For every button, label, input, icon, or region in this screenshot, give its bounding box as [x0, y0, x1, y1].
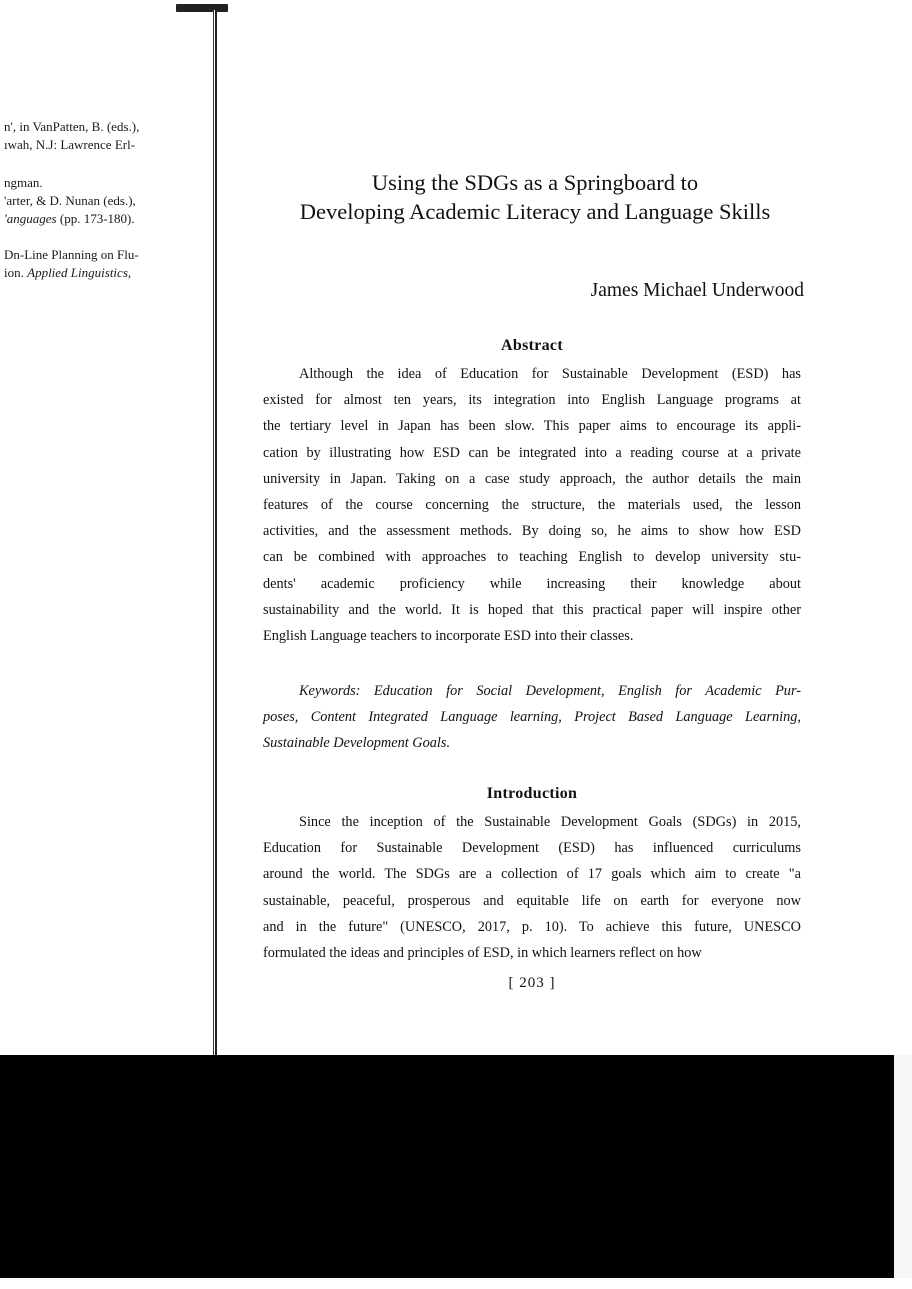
- introduction-heading: Introduction: [486, 785, 578, 802]
- scanner-border: [0, 1055, 894, 1278]
- abstract-line: sustainability and the world. It is hoped that this practical paper will inspire other: [263, 601, 801, 618]
- left-page-line: ngman.: [4, 175, 43, 190]
- introduction-line: Since the inception of the Sustainable Development Goals (SDGs) in 2015,: [299, 814, 801, 830]
- abstract-line: features of the course concerning the structure, the materials used, the lesson: [263, 497, 801, 514]
- left-page-line: n', in VanPatten, B. (eds.),: [4, 119, 140, 134]
- left-page-line: ıwah, N.J: Lawrence Erl-: [4, 137, 136, 152]
- left-page-reference-1: [4, 118, 139, 154]
- page-number: [ 203 ]: [508, 975, 556, 991]
- abstract-line: cation by illustrating how ESD can be integrated into a reading course at a private: [263, 444, 801, 461]
- abstract-line: university in Japan. Taking on a case study approach, the author details the main: [263, 470, 801, 487]
- title-line-2: Developing Academic Literacy and Language Skills: [299, 199, 771, 224]
- abstract-line: Although the idea of Education for Sustainable Development (ESD) has: [299, 366, 801, 382]
- title-line-1: Using the SDGs as a Springboard to: [371, 170, 699, 195]
- abstract-line: English Language teachers to incorporate ESD into their classes.: [263, 628, 634, 645]
- abstract-line: activities, and the assessment methods. By doing so, he aims to show how ESD: [263, 523, 801, 540]
- author-name: James Michael Underwood: [590, 280, 804, 301]
- article-title: [232, 168, 838, 226]
- scanner-border-edge: [894, 1055, 912, 1278]
- abstract-text: [263, 361, 801, 649]
- abstract-line: existed for almost ten years, its integration into English Language programs at: [263, 392, 801, 409]
- abstract-line: the tertiary level in Japan has been slow. This paper aims to encourage its appli-: [263, 418, 801, 435]
- keywords-line: Keywords: Education for Social Development, English for Academic Pur-: [299, 683, 801, 699]
- abstract-line: can be combined with approaches to teaching English to develop university stu-: [263, 549, 801, 566]
- keywords-line: poses, Content Integrated Language learning, Project Based Language Learning,: [263, 709, 801, 726]
- introduction-line: Education for Sustainable Development (ESD) has influenced curriculums: [263, 840, 801, 857]
- keywords-line: Sustainable Development Goals.: [263, 735, 451, 752]
- left-page-reference-3: [4, 246, 139, 282]
- abstract-line: dents' academic proficiency while increasing their knowledge about: [263, 575, 801, 592]
- introduction-line: sustainable, peaceful, prosperous and equitable life on earth for everyone now: [263, 892, 801, 909]
- introduction-line: and in the future" (UNESCO, 2017, p. 10). To achieve this future, UNESCO: [263, 918, 801, 935]
- introduction-text: [263, 809, 801, 966]
- left-page-line: ion. Applied Linguistics,: [4, 265, 132, 280]
- page-gutter: [213, 10, 217, 1055]
- left-page-line: 'anguages (pp. 173-180).: [4, 211, 135, 226]
- keywords-text: [263, 678, 801, 757]
- left-page-line: 'arter, & D. Nunan (eds.),: [4, 193, 136, 208]
- introduction-line: formulated the ideas and principles of ESD, in which learners reflect on how: [263, 945, 702, 962]
- introduction-line: around the world. The SDGs are a collection of 17 goals which aim to create "a: [263, 866, 801, 883]
- left-page-line: Dn-Line Planning on Flu-: [4, 247, 139, 262]
- abstract-heading: Abstract: [501, 337, 563, 354]
- binding-shadow: [176, 4, 228, 12]
- left-page-reference-2: [4, 174, 136, 228]
